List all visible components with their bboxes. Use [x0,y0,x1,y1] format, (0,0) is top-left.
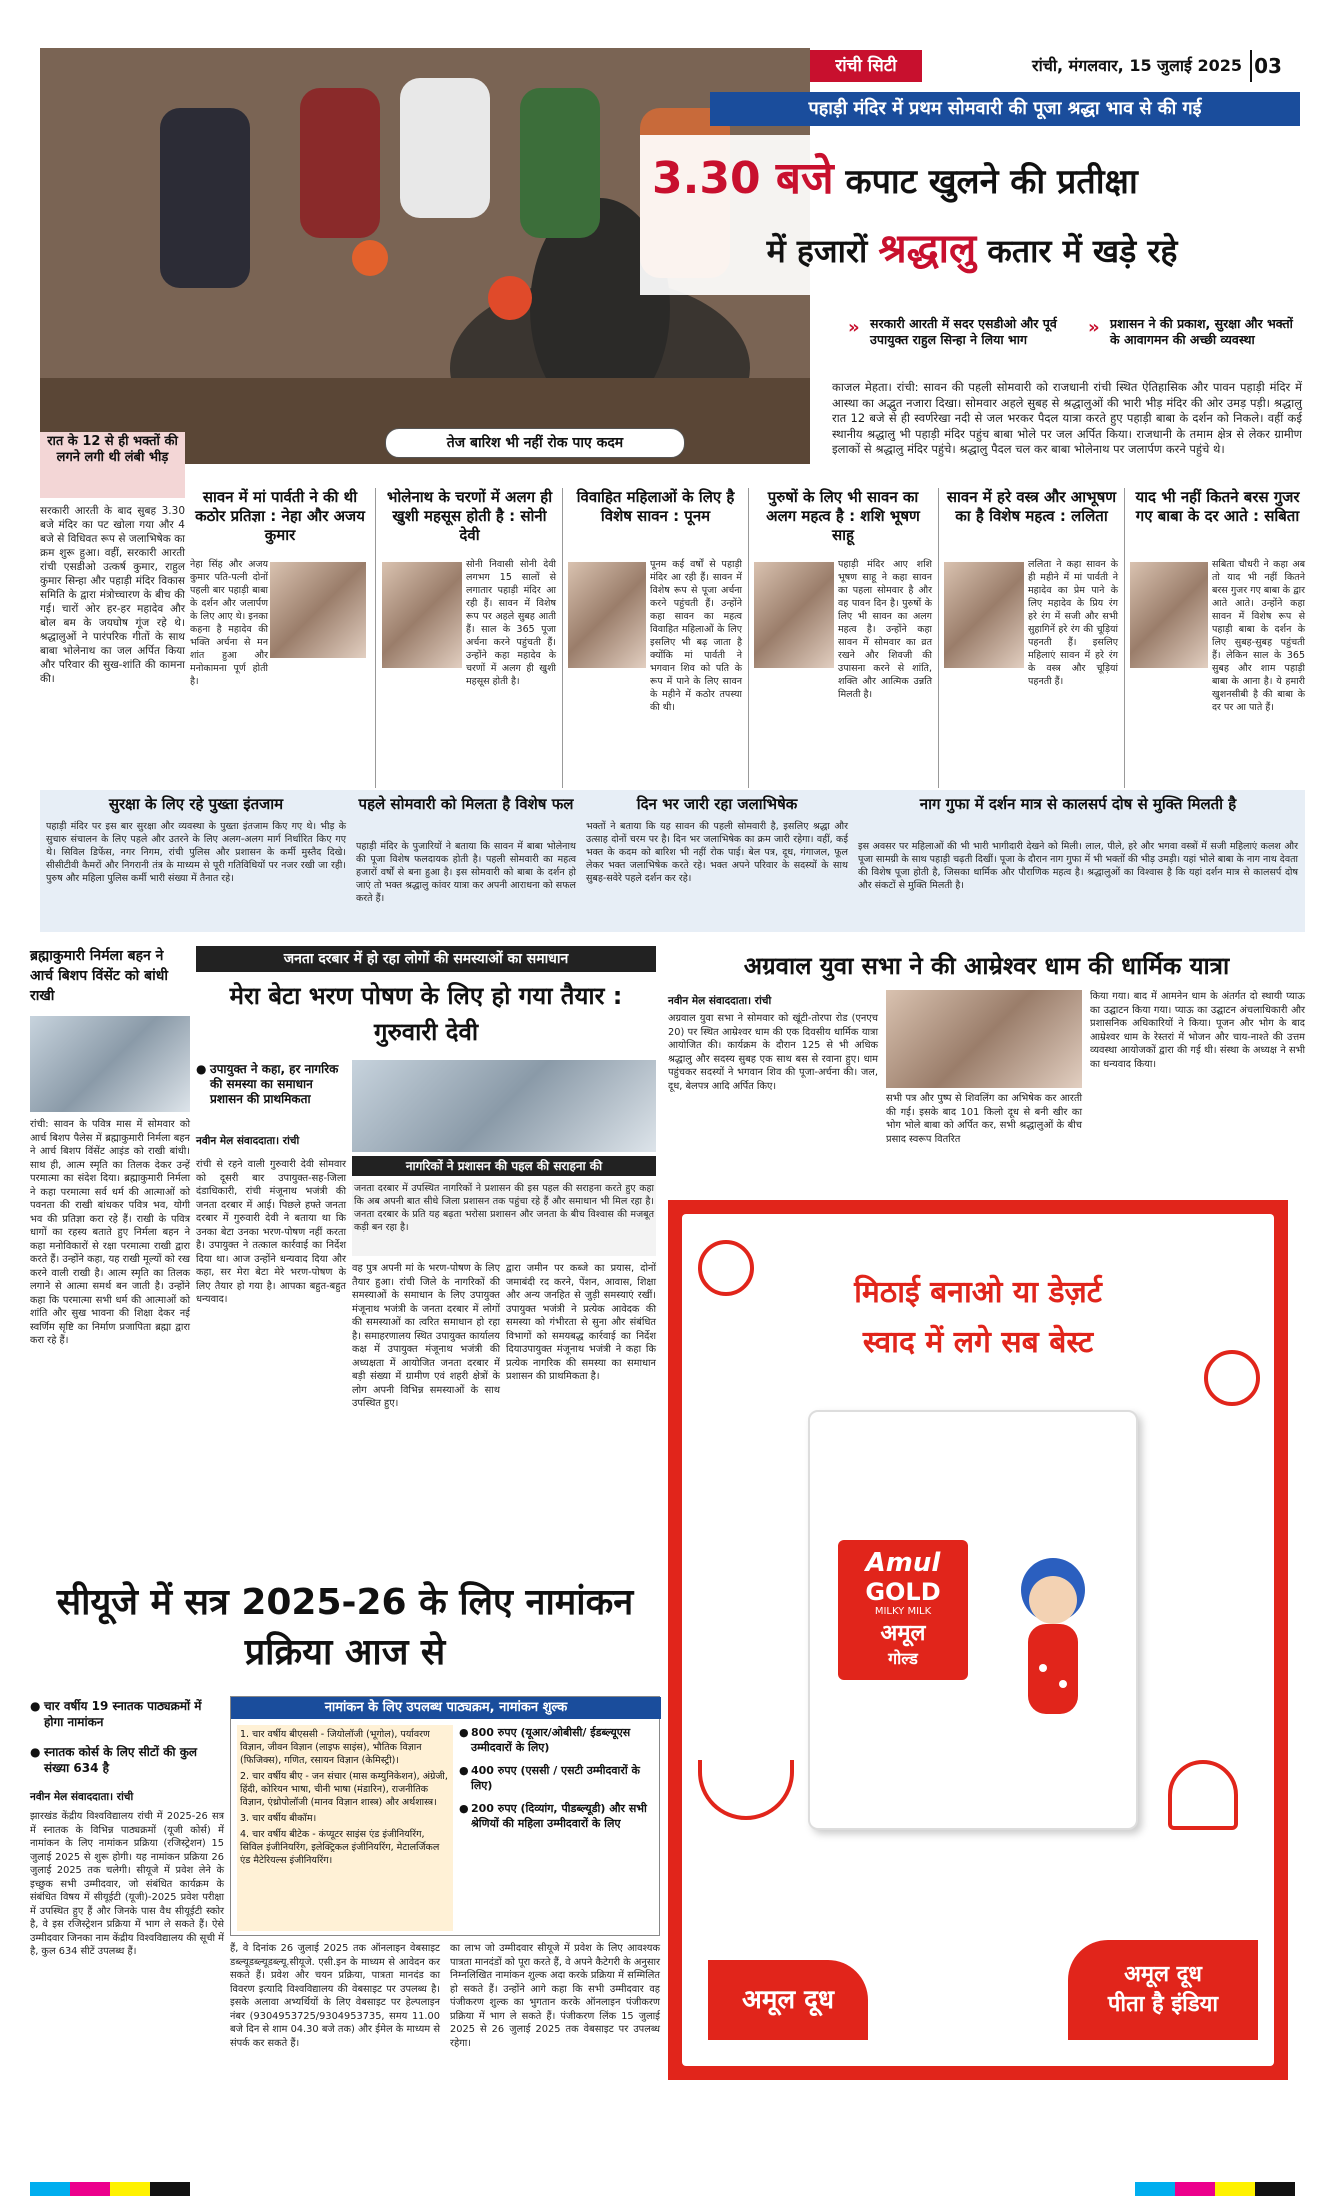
devotee-card [568,488,743,788]
bullet-icon: ● [459,1802,469,1815]
lead-bullet-1: » सरकारी आरती में सदर एसडीओ और पूर्व उपायुक्त राहुल सिन्हा ने लिया भाग [848,316,1057,347]
headline-line1 [652,149,1292,209]
strip-body: इस अवसर पर महिलाओं की भी भारी भागीदारी देखने को मिली। लाल, पीले, हरे और भगवा वस्त्रों में सजी महिलाएं कलश और पूजा सामग्री के साथ पहाड़ी चढ़ती दिखीं। पूजा के दौरान नाग गुफा में भी भक्तों की भीड़ उमड़ी। यहां भोले बाबा के नाग नाथ देवता की विशेष पूजा होती है, जिसका धार्मिक और पौराणिक महत्व है। श्रद्धालुओं का विश्वास है कि यहां दर्शन मात्र से कालसर्प दोष और संकटों से मुक्ति मिलती है। [858,841,1298,891]
strip-title: दिन भर जारी रहा जलाभिषेक [636,795,798,813]
agrawal-body-3: किया गया। बाद में आमनेन धाम के अंतर्गत दो स्थायी प्याऊ का उद्घाटन किया गया। प्याऊ का उद्घाटन अंचलाधिकारी और प्रशासनिक अधिकारियों ने किया। पूजन और भोग के बाद आम्रेश्वर धाम के रेस्तरां में भोजन और चाय-नाश्ते की उत्तम व्यवस्था आयोजकों द्वारा की गई थी। संस्था के अध्यक्ष ने सभी का धन्यवाद किया। [1090,991,1305,1070]
bullet-icon: ● [459,1764,469,1777]
amul-ad [668,1200,1288,2080]
brahma-photo [30,1016,190,1112]
agrawal-story [668,946,1305,1196]
brahma-title: ब्रह्माकुमारी निर्मला बहन ने आर्च बिशप विंसेंट को बांधी राखी [30,948,168,1004]
dateline: रांची, मंगलवार, 15 जुलाई 2025 [1032,56,1242,75]
agrawal-body-1: अग्रवाल युवा सभा ने सोमवार को खूंटी-तोरपा रोड (एनएच 20) पर स्थित आम्रेश्वर धाम की एक दिवसीय धार्मिक यात्रा आयोजित की। कार्यक्रम के दौरान 125 से भी अधिक श्रद्धालु और सदस्य सुबह एक साथ बस से रवाना हुए। धाम पहुंचकर सदस्यों ने भगवान शिव की पूजा-अर्चना की। जल, दूध, बेलपत्र आदि अर्पित किए। [668,1013,878,1092]
devotee-body: सबिता चौधरी ने कहा अब तो याद भी नहीं कितने बरस गुजर गए बाबा के द्वार आते आते। उन्होंने कहा सावन में विशेष रूप से पहाड़ी बाबा के दर्शन के लिए सुबह-सुबह पहुंचती हैं। लेकिन साल के 365 सुबह और शाम पहाड़ी बाबा के आना है। ये हमारी खुशनसीबी है की बाबा के दर पर आ पाते हैं। [1212,559,1305,713]
lead-bullet-2: » प्रशासन ने की प्रकाश, सुरक्षा और भक्तों के आवागमन की अच्छी व्यवस्था [1088,316,1293,347]
janta-body-1: रांची से रहने वाली गुरुवारी देवी सोमवार को दूसरी बार उपायुक्त-सह-जिला दंडाधिकारी, रांची मंजूनाथ भजंत्री की जनता दरबार में आई। पिछले हफ्ते जनता दरबार में गुरुवारी देवी ने बताया था कि उनका बेटा उनका भरण-पोषण नहीं करता है। उपायुक्त ने तत्काल कार्रवाई का निर्देश दिया था। आज उन्होंने धन्यवाद दिया और कहा, सर मेरा बेटा मेरे भरण-पोषण के लिए तैयार हो गया है। आपका बहुत-बहुत धन्यवाद। [196,1159,346,1305]
devotee-body: पूनम कई वर्षों से पहाड़ी मंदिर आ रही हैं। सावन में विशेष रूप से पूजा अर्चना करने पहुंचती हैं। उन्होंने कहा सावन का महत्व विवाहित महिलाओं के लिए इसलिए भी बढ़ जाता है क्योंकि मां पार्वती ने भगवान शिव को पति के रूप में पाने के लिए सावन के महीने में कठोर तपस्या की थी। [650,559,742,713]
headline-end: कतार में खड़े रहे [987,232,1178,270]
devotee-photo [754,562,834,668]
fee-list [459,1725,655,1931]
chevron-right-icon: » [848,317,860,338]
strip-title: नाग गुफा में दर्शन मात्र से कालसर्प दोष से मुक्ति मिलती है [919,795,1237,813]
brand-gold-hindi: गोल्ड [888,1649,918,1668]
strip-body: भक्तों ने बताया कि यह सावन की पहली सोमवारी है, इसलिए श्रद्धा और उत्साह दोनों चरम पर है। दिन भर जलाभिषेक का क्रम जारी रहेगा। वहीं, कई भक्त के कदम को बारिश भी नहीं रोक पाई। बेल पत्र, दूध, गंगाजल, फूल लेकर भक्त जलाभिषेक करते रहे। भक्त अपने परिवार के सदस्यों के साथ सुबह-सवेरे पहले दर्शन कर रहे। [586,821,848,884]
janta-photo [352,1060,656,1152]
headline-prefix2: में हजारों [766,232,868,270]
right-tag-2: पीता है इंडिया [1107,1992,1219,2017]
course-item: 2. चार वर्षीय बीए - जन संचार (मास कम्युनिकेशन), अंग्रेजी, हिंदी, कोरियन भाषा, चीनी भाषा (मंडारिन), राजनीतिक विज्ञान, एंथ्रोपोलॉजी (मानव विज्ञान शास्त्र) और अर्थशास्त्र। [240,1771,448,1808]
fee-item: ● 800 रुपए (यूआर/ओबीसी/ ईडब्ल्यूएस उम्मीदवारों के लिए) [459,1726,631,1754]
devotee-photo [270,562,366,658]
color-registration-bar [30,2182,1295,2196]
section-label: रांची सिटी [810,50,922,82]
strip-box [356,794,576,928]
cuj-story [30,1578,660,2178]
sidebar-night [40,432,185,842]
janta-caption: नागरिकों ने प्रशासन की पहल की सराहना की [352,1156,656,1176]
devotee-body: नेहा सिंह और अजय कुमार पति-पत्नी दोनों पहली बार पहाड़ी बाबा के दर्शन और जलार्पण के लिए आए थे। इनका कहना है महादेव की भक्ति अर्चना से मन शांत हुआ और मनोकामना पूर्ण होती है। [190,559,268,687]
strip-box [46,794,346,928]
cuj-headline: सीयूजे में सत्र 2025-26 के लिए नामांकन प्रक्रिया आज से [56,1582,634,1673]
devotee-title: पुरुषों के लिए भी सावन का अलग महत्व है : शशि भूषण साहू [766,488,920,544]
devotee-photo [944,562,1024,668]
brand-name: Amul [865,1548,941,1578]
left-tag: अमूल दूध [708,1960,868,2040]
headline-red-time: 3.30 बजे [652,153,834,204]
devotee-card [944,488,1119,788]
right-tag-1: अमूल दूध [1124,1962,1202,1987]
devotee-title: विवाहित महिलाओं के लिए है विशेष सावन : पूनम [576,488,735,525]
bullet-icon: ● [196,1062,207,1076]
cuj-box-title: नामांकन के लिए उपलब्ध पाठ्यक्रम, नामांकन शुल्क [231,1697,661,1719]
cupcake-icon [1168,1760,1238,1830]
bullet-icon: ● [30,1745,41,1759]
bullet-icon: ● [459,1726,469,1739]
brand-milk: MILKY MILK [874,1606,932,1617]
strip-title: पहले सोमवारी को मिलता है विशेष फल [358,795,574,813]
janta-story [196,946,656,1576]
devotee-card [754,488,932,788]
janta-body-3: द्वारा जमीन पर कब्जे का प्रयास, दोनों जमाबंदी रद करने, पेंशन, आवास, शिक्षा और अन्य जनहित से जुड़ी समस्याएं रखीं। उपायुक्त भजंत्री ने प्रत्येक आवेदक की समस्या को गंभीरता से सुना और संबंधित विभागों को समयबद्ध कार्रवाई का निर्देश दियाउपायुक्त मंजूनाथ भजंत्री ने कहा कि प्रत्येक नागरिक की समस्या का समाधान प्रशासन की प्राथमिकता है। [506,1263,656,1382]
agrawal-headline: अग्रवाल युवा सभा ने की आम्रेश्वर धाम की धार्मिक यात्रा [743,952,1230,980]
cuj-bullet-1: ● चार वर्षीय 19 स्नातक पाठ्यक्रमों में होगा नामांकन [30,1699,202,1729]
lead-body: काजल मेहता। रांची: सावन की पहली सोमवारी को राजधानी रांची स्थित ऐतिहासिक और पावन पहाड़ी मंदिर में आस्था का अद्भुत नजारा दिखा। सोमवार अहले सुबह से श्रद्धालुओं की भारी भीड़ मंदिर की ओर उमड़ पड़ी। श्रद्धालु रात 12 बजे से ही स्वर्णरेखा नदी से जल भरकर पैदल यात्रा करते हुए पहाड़ी बाबा के दर्शन को निकले। वहीं कई स्थानीय श्रद्धालु भी पहाड़ी मंदिर पहुंच बाबा भोले पर जल अर्पित किया। राजधानी के तमाम क्षेत्र से लेकर ग्रामीण इलाकों से श्रद्धालु मंदिर पहुंचे। श्रद्धालु पैदल चल कर बाबा भोलेनाथ पर जलार्पण करने पहुंचे थे। [832,380,1302,456]
devotee-card [382,488,557,788]
course-list [237,1725,453,1931]
devotee-title: भोलेनाथ के चरणों में अलग ही खुशी महसूस होती है : सोनी देवी [386,488,553,544]
devotee-body: ललिता ने कहा सावन के ही महीने में मां पार्वती ने महादेव का प्रेम पाने के लिए महादेव के प्रिय रंग हरे रंग में सजी और सभी सुहागिनें हरे रंग की चूड़ियां पहनती हैं। इसलिए महिलाएं सावन में हरे रंग के वस्त्र और चूड़ियां पहनती हैं। [1028,559,1118,687]
fee-item: ● 200 रुपए (दिव्यांग, पीडब्ल्यूडी) और सभी श्रेणियों की महिला उम्मीदवारों के लिए [459,1802,647,1830]
cuj-body-2: हैं, वे दिनांक 26 जुलाई 2025 तक ऑनलाइन वेबसाइट डब्ल्यूडब्ल्यूडब्ल्यू.सीयूजे. एसी.इन के माध्यम से आवेदन कर सकते हैं। प्रवेश और चयन प्रक्रिया, पात्रता मानदंड का विवरण इत्यादि विश्वविद्यालय की वेबसाइट पर उपलब्ध है। इसके अलावा अभ्यर्थियों के लिए वेबसाइट पर हेल्पलाइन नंबर (9304953725/9304953735, समय 11.00 बजे दिन से शाम 04.30 बजे तक) और ईमेल के माध्यम से संपर्क कर सकते हैं। [230,1943,440,2049]
photo-caption: तेज बारिश भी नहीं रोक पाए कदम [385,428,685,458]
janta-body-2: वह पुत्र अपनी मां के भरण-पोषण के लिए तैयार हुआ। रांची जिले के नागरिकों की समस्याओं के समाधान के लिए उपायुक्त मंजूनाथ भजंत्री के जनता दरबार में लोगों की समस्याओं का त्वरित समाधान हो रहा है। समाहरणालय स्थित उपायुक्त कार्यालय कक्ष में उपायुक्त मंजूनाथ भजंत्री की अध्यक्षता में आयोजित जनता दरबार में बड़ी संख्या में ग्रामीण एवं शहरी क्षेत्रों के लोग अपनी विभिन्न समस्याओं के साथ उपस्थित हुए। [352,1263,500,1409]
ad-line-1: मिठाई बनाओ या डेज़र्ट [854,1275,1102,1310]
fee-item: ● 400 रुपए (एससी / एसटी उम्मीदवारों के लिए) [459,1764,640,1792]
headline-line2 [652,219,1292,279]
strip-body: पहाड़ी मंदिर के पुजारियों ने बताया कि सावन में बाबा भोलेनाथ की पूजा विशेष फलदायक होती है। पहली सोमवारी का महत्व हजारों वर्षों से बना हुआ है। इस सोमवारी को बाबा के दर्शन हो जाएं तो भक्त श्रद्धालु कांवर यात्रा कर अपनी आराधना को सफल करते हैं। [356,841,576,904]
smiley-icon [698,1240,754,1296]
strip-title: सुरक्षा के लिए रहे पुख्ता इंतजाम [108,795,284,813]
course-item: 3. चार वर्षीय बीकॉम। [240,1813,317,1824]
ad-line-2: स्वाद में लगे सब बेस्ट [862,1325,1094,1360]
devotee-photo [1130,562,1208,668]
cuj-body-3: का लाभ जो उम्मीदवार सीयूजे में प्रवेश के लिए आवश्यक पात्रता मानदंडों को पूरा करते हैं, वे अपने कैटेगरी के अनुसार निम्नलिखित नामांकन शुल्क अदा करके प्रक्रिया में सम्मिलित हो सकते हैं। उन्होंने आगे कहा कि सभी उम्मीदवार वह पंजीकरण शुल्क का भुगतान करके ऑनलाइन पंजीकरण प्रक्रिया में भाग ले सकते हैं। पंजीकरण लिंक 15 जुलाई 2025 से 26 जुलाई 2025 तक वेबसाइट पर उपलब्ध रहेगा। [450,1943,660,2049]
agrawal-body-2: सभी पत्र और पुष्प से शिवलिंग का अभिषेक कर आरती की गई। इसके बाद 101 किलो दूध से बनी खीर का भोग भोले बाबा को अर्पित कर, सभी श्रद्धालुओं के बीच प्रसाद स्वरूप वितरित [886,1093,1082,1145]
devotee-title: सावन में हरे वस्त्र और आभूषण का है विशेष महत्व : ललिता [946,488,1117,525]
devotee-photo [568,562,646,668]
smiley-icon [1204,1350,1260,1406]
janta-kicker: जनता दरबार में हो रहा लोगों की समस्याओं का समाधान [196,946,656,972]
devotee-card [1130,488,1305,788]
janta-bullet: ● उपायुक्त ने कहा, हर नागरिक की समस्या का समाधान प्रशासन की प्राथमिकता [196,1062,339,1106]
cuj-box [230,1696,660,1936]
right-tag [1068,1940,1258,2040]
brand-hindi: अमूल [880,1621,926,1646]
brand-gold: GOLD [865,1578,941,1606]
course-item: 4. चार वर्षीय बीटेक - कंप्यूटर साइंस एंड इंजीनियरिंग, सिविल इंजीनियरिंग, इलेक्ट्रिकल इंजीनियरिंग, मेटालर्जिकल एंड मैटेरियल्स इंजीनियरिंग। [240,1829,440,1866]
devotee-title: सावन में मां पार्वती ने की थी कठोर प्रतिज्ञा : नेहा और अजय कुमार [195,488,365,544]
amul-girl-mascot [998,1540,1108,1740]
devotee-body: पहाड़ी मंदिर आए शशि भूषण साहू ने कहा सावन का पहला सोमवार है और वह पावन दिन है। पुरुषों के लिए भी सावन का अलग महत्व है। उन्होंने कहा सावन में सोमवार का व्रत रखने और शिवजी की उपासना करने से शांति, शक्ति और आत्मिक उन्नति मिलती है। [838,559,932,700]
janta-caption-body: जनता दरबार में उपस्थित नागरिकों ने प्रशासन की इस पहल की सराहना करते हुए कहा कि अब अपनी बात सीधे जिला प्रशासन तक पहुंचा रहे हैं और समाधान भी मिल रहा है। जनता दरबार के प्रति यह बढ़ता भरोसा प्रशासन और जनता के बीच विश्वास की मजबूत कड़ी बन रहा है। [352,1180,656,1256]
lead-kicker: पहाड़ी मंदिर में प्रथम सोमवारी की पूजा श्रद्धा भाव से की गई [710,92,1300,126]
janta-headline: मेरा बेटा भरण पोषण के लिए हो गया तैयार : गुरुवारी देवी [229,982,623,1046]
cuj-byline: नवीन मेल संवाददाता। रांची [30,1791,134,1803]
lead-headline [640,135,1300,295]
course-item: 1. चार वर्षीय बीएससी - जियोलॉजी (भूगोल), पर्यावरण विज्ञान, जीवन विज्ञान (लाइफ साइंस), भौतिक विज्ञान (फिजिक्स), गणित, रसायन विज्ञान (केमिस्ट्री)। [240,1729,430,1766]
devotee-row [190,488,1305,788]
agrawal-photo [886,990,1082,1088]
devotee-card [190,488,370,788]
sidebar-body: सरकारी आरती के बाद सुबह 3.30 बजे मंदिर का पट खोला गया और 4 बजे से विधिवत रूप से जलाभिषेक का क्रम शुरू हुआ। वहीं, सरकारी आरती रांची एसडीओ उत्कर्ष कुमार, राहुल कुमार सिन्हा और पहाड़ी मंदिर विकास समिति के द्वारा मंत्रोच्चारण के बीच की गई। चारों ओर हर-हर महादेव और बोल बम के जयघोष गूंज रहे थे। श्रद्धालुओं ने पारंपरिक गीतों के साथ बाबा भोलेनाथ का जल अर्पित किया और परिवार की सुख-शांति की कामना की। [40,505,185,685]
strip-body: पहाड़ी मंदिर पर इस बार सुरक्षा और व्यवस्था के पुख्ता इंतजाम किए गए थे। भीड़ के सुचारु संचालन के लिए पहले और उतरने के लिए अलग-अलग मार्ग निर्धारित किए गए थे। सिविल डिफेंस, नगर निगम, रांची पुलिस और प्रशासन के कर्मी मुस्तैद दिखे। सीसीटीवी कैमरों और निगरानी तंत्र के माध्यम से पूरी गतिविधियों पर नजर रखी जा रही। पुरुष और महिला पुलिस कर्मी भारी संख्या में तैनात रहे। [46,821,346,884]
strip-box [858,794,1298,928]
cuj-bullet-2: ● स्नातक कोर्स के लिए सीटों की कुल संख्या 634 है [30,1745,198,1775]
agrawal-byline: नवीन मेल संवाददाता। रांची [668,995,772,1007]
page-number: 03 [1250,50,1284,82]
bullet-icon: ● [30,1699,41,1713]
cuj-body-1: झारखंड केंद्रीय विश्वविद्यालय रांची में 2025-26 सत्र में स्नातक के विभिन्न पाठ्यक्रमों (यूजी कोर्स) में नामांकन के लिए नामांकन प्रक्रिया (रजिस्ट्रेशन) 15 जुलाई 2025 से शुरू होगी। यह नामांकन प्रक्रिया 26 जुलाई 2025 तक चलेगी। सीयूजे में प्रवेश लेने के इच्छुक सभी उम्मीदवार, जो संबंधित कार्यक्रम के संबंधित विषय में सीयूईटी (यूजी)-2025 प्रवेश परीक्षा में उपस्थित हुए हैं और जिनके पास वैध सीयूईटी स्कोर है, वे इस रजिस्ट्रेशन प्रक्रिया में भाग ले सकते हैं। ऐसे उम्मीदवार जिनका नाम केंद्रीय विश्वविद्यालय की सूची में है, कुल 634 सीटें उपलब्ध हैं। [30,1811,224,1957]
devotee-title: याद भी नहीं कितने बरस गुजर गए बाबा के दर आते : सबिता [1135,488,1300,525]
devotee-photo [382,562,462,668]
headline-red-devotees: श्रद्धालु [878,226,977,272]
brahma-body: रांची: सावन के पवित्र मास में सोमवार को आर्च बिशप पैलेस में ब्रह्माकुमारी निर्मला बहन ने आर्च बिशप विंसेंट आइंड को राखी बांधी। साथ ही, आत्म स्मृति का तिलक देकर उन्हें परमात्मा का संदेश दिया। ब्रह्माकुमारी निर्मला ने कहा परमात्मा सर्व धर्म की आत्माओं को पवनता की राखी बांधकर पवित्र भव, योगी भव की प्रतिज्ञा करा रहे हैं। राखी के पवित्र धागों का रहस्य बताते हुए निर्मला बहन ने कहा मनोविकारों से रक्षा परमात्मा राखी द्वारा करते हैं। उन्होंने कहा, यह राखी मूल्यों को रख करने वाली राखी है। आत्म स्मृति का तिलक लगाने से आत्मा समर्थ बन जाती है। उन्होंने कहा कि परमात्मा सभी धर्म की आत्माओं को शांति और सुख भावना की शिक्षा देकर नई स्वर्णिम सृष्टि का निर्माण प्रजापिता ब्रह्मा द्वारा करा रहे हैं। [30,1119,190,1346]
brahma-story [30,946,190,1556]
headline-text1: कपाट खुलने की प्रतीक्षा [845,162,1138,202]
info-strip [40,790,1305,932]
devotee-body: सोनी निवासी सोनी देवी लगभग 15 सालों से लगातार पहाड़ी मंदिर आ रही हैं। सावन में विशेष रूप पर अहले सुबह आती हैं। साल के 365 पूजा अर्चना करने पहुंचती हैं। उन्होंने कहा महादेव के चरणों में अलग ही खुशी महसूस होती है। [466,559,556,687]
sidebar-title: रात के 12 से ही भक्तों की लगने लगी थी लंबी भीड़ [40,432,185,498]
janta-byline: नवीन मेल संवाददाता। रांची [196,1135,300,1147]
chevron-right-icon: » [1088,317,1100,338]
strip-box [586,794,848,928]
brand-logo [838,1540,968,1680]
